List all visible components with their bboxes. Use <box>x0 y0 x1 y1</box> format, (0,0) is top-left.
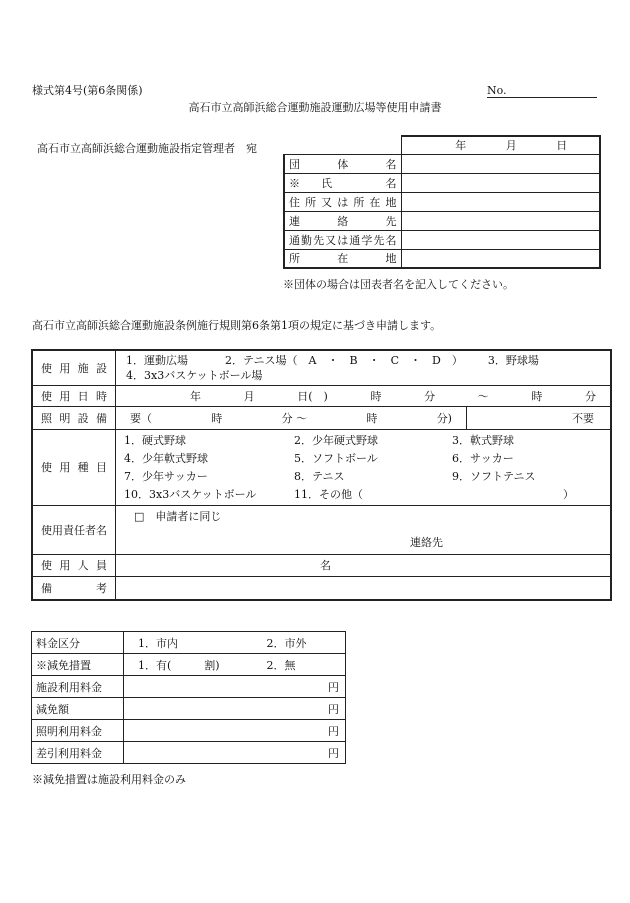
dt-minute-start: 分 <box>424 389 436 403</box>
discount-field[interactable] <box>124 698 346 720</box>
fee-row-discount <box>32 698 346 720</box>
kind-option[interactable]: 2．少年硬式野球 <box>294 434 378 447</box>
lighting-hour-end: 時 <box>366 411 378 425</box>
name-field[interactable] <box>401 173 600 192</box>
people-label: 使 用 人 員 <box>32 554 116 576</box>
fee-table <box>31 631 346 764</box>
fee-label: 料金区分 <box>32 632 124 654</box>
lighting-required[interactable]: 要（ <box>130 411 152 425</box>
location-field[interactable] <box>401 249 600 268</box>
people-field[interactable] <box>116 554 612 576</box>
facility-option-2[interactable]: 2．テニス場（ A ・ B ・ C ・ D ） <box>225 353 463 367</box>
applicant-label: 所 在 地 <box>284 249 401 268</box>
facility-label: 使 用 施 設 <box>32 350 116 385</box>
remarks-row <box>32 576 611 600</box>
workplace-field[interactable] <box>401 230 600 249</box>
dt-day: 日( ) <box>297 389 328 403</box>
applicant-row-name <box>284 173 600 192</box>
kind-other-close: ） <box>563 488 574 501</box>
manager-contact-label: 連絡先 <box>410 535 443 549</box>
manager-row <box>32 505 611 554</box>
applicant-table <box>283 135 601 269</box>
facility-option-3[interactable]: 3．野球場 <box>487 353 539 367</box>
applicant-row-work <box>284 230 600 249</box>
manager-field[interactable] <box>116 505 612 554</box>
fee-label: 減免額 <box>32 698 124 720</box>
yen-unit: 円 <box>328 702 339 716</box>
remarks-label: 備 考 <box>32 576 116 600</box>
date-row <box>284 136 600 154</box>
fee-note: ※減免措置は施設利用料金のみ <box>32 773 186 786</box>
date-year-label: 年 <box>455 139 467 153</box>
facility-options[interactable] <box>116 350 612 385</box>
kind-option[interactable]: 1．硬式野球 <box>124 434 186 447</box>
fee-option-city[interactable]: 1．市内 <box>124 632 263 654</box>
fee-row-reduction <box>32 654 346 676</box>
facility-fee-field[interactable] <box>124 676 346 698</box>
kind-option[interactable]: 6．サッカー <box>452 452 514 465</box>
date-field[interactable] <box>401 136 600 154</box>
applicant-note: ※団体の場合は団表者名を記入してください。 <box>283 278 514 291</box>
applicant-label: 連 絡 先 <box>284 211 401 230</box>
fee-row-net <box>32 742 346 764</box>
same-as-applicant-checkbox[interactable]: □ 申請者に同じ <box>134 509 222 523</box>
form-title: 高石市立高師浜総合運動施設運動広場等使用申請書 <box>188 101 442 114</box>
lighting-field[interactable] <box>116 406 612 429</box>
contact-field[interactable] <box>401 211 600 230</box>
kind-option[interactable]: 9．ソフトテニス <box>452 470 536 483</box>
net-fee-field[interactable] <box>124 742 346 764</box>
applicant-row-group <box>284 154 600 173</box>
lighting-minute-end: 分) <box>436 411 452 425</box>
kind-options <box>116 429 612 505</box>
kind-option[interactable]: 7．少年サッカー <box>124 470 208 483</box>
fee-row-facility <box>32 676 346 698</box>
dt-hour-end: 時 <box>531 389 543 403</box>
date-day-label: 日 <box>556 139 568 153</box>
kind-option[interactable]: 4．少年軟式野球 <box>124 452 208 465</box>
datetime-row <box>32 385 611 406</box>
kind-option[interactable]: 3．軟式野球 <box>452 434 514 447</box>
lighting-minute-start: 分 ～ <box>281 411 308 425</box>
lighting-fee-field[interactable] <box>124 720 346 742</box>
declaration: 高石市立高師浜総合運動施設条例施行規則第6条第1項の規定に基づき申請します。 <box>32 319 442 332</box>
dt-month: 月 <box>243 389 255 403</box>
kind-label: 使 用 種 目 <box>32 429 116 505</box>
fee-row-lighting <box>32 720 346 742</box>
usage-table <box>31 349 612 601</box>
dt-minute-end: 分 <box>584 389 596 403</box>
applicant-label: 通勤先又は通学先名 <box>284 230 401 249</box>
fee-row-category <box>32 632 346 654</box>
applicant-row-contact <box>284 211 600 230</box>
number-field[interactable] <box>487 84 597 98</box>
addressee: 高石市立高師浜総合運動施設指定管理者 宛 <box>37 142 257 155</box>
lighting-not-required[interactable]: 不要 <box>466 407 610 429</box>
fee-label: 照明利用料金 <box>32 720 124 742</box>
manager-label: 使用責任者名 <box>32 505 116 554</box>
reduction-no[interactable]: 2．無 <box>263 654 346 676</box>
datetime-field[interactable] <box>116 385 612 406</box>
fee-option-outside[interactable]: 2．市外 <box>263 632 346 654</box>
datetime-label: 使 用 日 時 <box>32 385 116 406</box>
yen-unit: 円 <box>328 680 339 694</box>
dt-year: 年 <box>190 389 201 403</box>
fee-label: 施設利用料金 <box>32 676 124 698</box>
dt-hour-start: 時 <box>370 389 382 403</box>
lighting-row <box>32 406 611 429</box>
lighting-hour-start: 時 <box>211 411 223 425</box>
lighting-label: 照 明 設 備 <box>32 406 116 429</box>
kind-option[interactable]: 5．ソフトボール <box>294 452 378 465</box>
applicant-label: 団 体 名 <box>284 154 401 173</box>
date-month-label: 月 <box>505 139 517 153</box>
dt-tilde: ～ <box>477 389 489 403</box>
remarks-field[interactable] <box>116 576 612 600</box>
people-unit: 名 <box>320 559 331 572</box>
reduction-yes[interactable]: 1．有( 割) <box>124 654 263 676</box>
applicant-row-location <box>284 249 600 268</box>
people-row <box>32 554 611 576</box>
form-code: 様式第4号(第6条関係) <box>32 84 143 97</box>
group-name-field[interactable] <box>401 154 600 173</box>
address-field[interactable] <box>401 192 600 211</box>
kind-row <box>32 429 611 505</box>
applicant-row-address <box>284 192 600 211</box>
facility-row <box>32 350 611 385</box>
yen-unit: 円 <box>328 746 339 760</box>
number-label: No. <box>487 84 507 97</box>
kind-option[interactable]: 8．テニス <box>294 470 345 483</box>
fee-label: ※減免措置 <box>32 654 124 676</box>
facility-option-4[interactable]: 4．3x3バスケットボール場 <box>126 368 263 382</box>
kind-option[interactable]: 10．3x3バスケットボール <box>124 488 257 501</box>
applicant-label: 住所又は所在地 <box>284 192 401 211</box>
kind-option-other[interactable]: 11．その他（ <box>294 488 363 501</box>
facility-option-1[interactable]: 1．運動広場 <box>126 353 188 367</box>
yen-unit: 円 <box>328 724 339 738</box>
fee-label: 差引利用料金 <box>32 742 124 764</box>
applicant-label: ※ 氏 名 <box>284 173 401 192</box>
